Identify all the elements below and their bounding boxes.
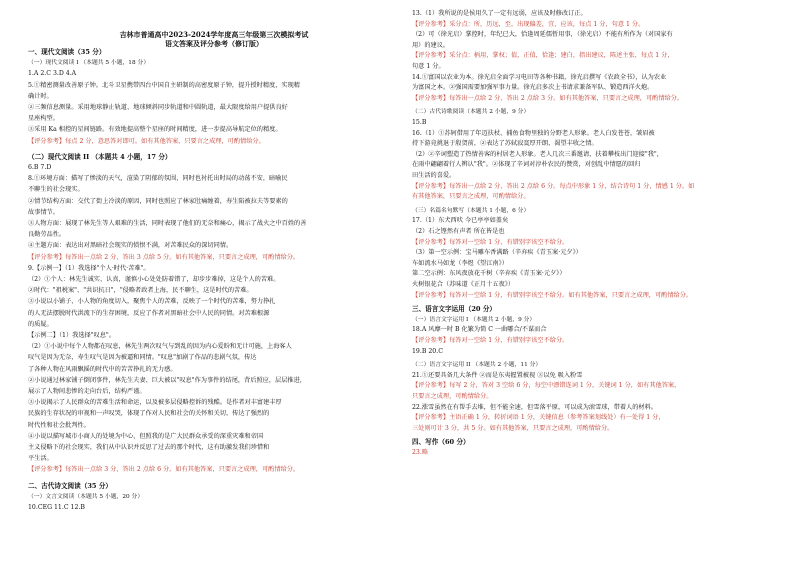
answer-line: 13.（1）我所说的是侯用久了一定有远弱，应该及时修改订正。 (412, 10, 587, 17)
answer-line: （2）①个人：林先生诚实、认真，谨慎小心处处防着错了，却步步难掉，这是个人的苦难。 (28, 276, 280, 283)
document-header (28, 30, 400, 48)
subsection-heading: （二）语言文字运用 II （本题共 2 小题，11 分） (412, 362, 542, 369)
answer-line: ②时代："祖税案"、"共识抗日"，"侵略者政者上海，民不聊生，这是时代的苦难。 (28, 287, 253, 295)
answer-line: 14.①富国以农业为本。徐光启全面学习电田等各种书籍，徐光启撰写《农政全书》，认为农业 (412, 73, 667, 81)
section-heading: 四、写作（60 分） (412, 438, 470, 447)
scoring-note: 【评分参考】每答出一点给 3 分，答出 2 点给 6 分。如有其他答案，只要言之成理，可酌情给分。 (28, 466, 300, 474)
scoring-note: 三处则可计 3 分，共 5 分。如有其他答案，只要言之成理，可酌情给分。 (412, 424, 614, 432)
section-heading: 一、现代文阅读（35 分） (28, 48, 106, 56)
scoring-note: 【评分参考】每点 2 分，意思答对即可。如有其他答案，只要言之成理，可酌情给分。 (28, 137, 265, 145)
answer-line: 6.B 7.D (28, 164, 52, 171)
scoring-note: 【评分参考】主语正确 1 分，转折词语 1 分，关键信息（参考答案划线处）有一处得 1 分， (412, 414, 665, 422)
answer-line: 故事情节。 (28, 208, 59, 216)
scoring-note: 【评分参考】每答对一空给 1 分，有错别字该空不给分。如有其他答案，只要言之成理，可酌情给分。 (412, 291, 693, 299)
answer-line: 19.B 20.C (412, 347, 443, 355)
subsection-heading: （二）古代诗歌阅读（本题共 2 小题，9 分） (412, 109, 530, 116)
answer-line: （3）第一空示例：宝马雕车香满路（辛弃疾《青玉案·元夕》） (412, 249, 582, 257)
answer-line: 车如流水马如龙（李煜《望江南》） (412, 259, 508, 267)
left-column (28, 0, 400, 511)
answer-line: 的人无法摆脱时代洪流下的生存困境，反应了作者对黑暗社会中人民的同情。对苦难根源 (28, 309, 270, 317)
answer-line: ③人物方面：展现了林先生等人艰难的生活，同时表现了他们的无奈和痛心，揭示了战火之中百姓的善 (28, 220, 307, 227)
answer-line: （2）②辛词塑造了热情善客的村居老人形象。老人几次三番邀请，扶着攀枝出门迎接"我"， (412, 150, 663, 158)
answer-line: （2）①小说中每个人物都在叹息，林先生两次叹气与到乱的因为内心爱盼和无计可施，上海客人 (28, 343, 292, 351)
answer-line: 8.①环境方面：描写了惨淡的天气，渲染了阴郁的氛围，同时也衬托出时局的动荡不安，暗喻民 (28, 175, 288, 183)
answer-line: 火树银花合（苏味道《正月十五夜》） (412, 281, 515, 288)
answer-line: 10.CEG 11.C 12.B (28, 504, 85, 511)
answer-line: 持下游竟挑退于殷贺前，②表达了苏轼寂寞厚开朗、渴望丰收之情。 (412, 140, 598, 148)
section-heading: （二）现代文阅读 II （本题共 4 小题，17 分） (28, 152, 172, 161)
answer-line: 在雨中翩翩着行人辨认"我"。②体现了辛词对淳朴农民的赞赏，对创乱中情愿的回归 (412, 161, 641, 169)
answer-line: 为富国之本。②强国需要加强军事力量。徐光启多次上书请求兼备军队、锻造西洋火炮。 (412, 84, 654, 92)
answer-line: 了各种人物在风雨飘摇的时代中的苦苦挣扎的无力感。 (28, 365, 177, 373)
document-subtitle: 语文答案及评分参考（修订版） (165, 39, 263, 48)
answer-line: 1.A 2.C 3.D 4.A (28, 70, 77, 78)
answer-line: 18.A 风靡一时 B 化繁为简 C 一曲哪合/不谋而合 (412, 326, 547, 334)
scoring-note: 【评分参考】采分点：柄用，掌权；值，正值，恰逢；建白，指出建议，陈述主张，每点 1 分， (412, 52, 674, 60)
document-title: 吉林市普通高中2023-2024学年度高三年级第三次模拟考试 (119, 30, 309, 39)
answer-line: 17.（1）东犬西吠 今已亭亭如盖矣 (412, 217, 509, 225)
answer-line: 叹气是因为无奈，寿生叹气是因为被逼和同情。"叹息"加剧了作品的悲剧气氛，传达 (28, 354, 257, 362)
scoring-note: 【评分参考】每答出一点给 2 分，答出 2 点给 6 分。每点中形象 1 分，结合诗句 1 分，情感 1 分。如 (412, 182, 695, 190)
answer-line: 9.【示例一】（1）我选择"个人·时代·苦难"。 (28, 264, 150, 272)
scoring-note: 【评分参考】每答出一点给 2 分，答出 2 点给 3 分。如有其他答案，只要言之成理，可酌情给分。 (412, 94, 684, 102)
answer-line: ②三频信息测量。采用地球静止轨道、地球倾斜同步轨道和中圆轨道，最大限度给用户提供良好 (28, 104, 288, 111)
answer-line: 不聊生的社会现实。 (28, 186, 84, 194)
answer-line: 22.涨雪虽然在有帮手去堆，但不能全速，但雪落平原，可以成为滚雪球，带着人的材料。 (412, 403, 657, 411)
subsection-heading: （三）名篇名句默写（本题共 1 小题，6 分） (412, 207, 530, 214)
answer-line: ③小说揭示了人民群众的苦难生活和命运，以及被多层侵略控诉的残酷。是作者对丰富建丰厚 (28, 399, 282, 407)
scoring-note: 【评分参考】每答对一空给 1 分，有错别字该空不给分。 (412, 238, 569, 246)
answer-line: 【示例二】（1）我选择"叹息"。 (28, 332, 115, 339)
answer-line: 用）的建议。 (412, 41, 450, 49)
answer-line: 第二空示例：东风夜放花千树（辛弃疾《青玉案·元夕》） (412, 270, 566, 278)
answer-line: （2）可（徐光启）掌控时，年纪已大，恰逢周延儒暂用事，（徐光启）不能有所作为（对国家有 (412, 31, 673, 39)
section-heading: 三、语言文字运用（20 分） (412, 305, 497, 314)
answer-line: 良勤劳品性。 (28, 231, 66, 239)
answer-line: （2）石之铿然有声者 所在皆是也 (412, 228, 505, 235)
scoring-note: 【评分参考】每答对一空给 1 分，有错别字该空不给分。 (412, 337, 569, 344)
answer-line: 星座构型。 (28, 115, 59, 123)
answer-line: 15.B (412, 119, 427, 126)
subsection-heading: （一）文言文阅读（本题共 5 小题，20 分） (28, 493, 144, 500)
answer-line: 确计时。 (28, 92, 53, 100)
answer-line: 展示了人物间悲惨的走向台后，结构严谨。 (28, 388, 146, 395)
answer-line: 5.①精密测量改善原子钟。北斗卫星携带四台中国自主研制的高密度原子钟，提升授时精度，实现精 (28, 81, 300, 89)
scoring-note: 有其他答案，只要言之成理，可酌情给分。 (412, 193, 530, 201)
answer-line: ④小说以描写城市小商人的处境为中心，但照我的是广大民群众承受的深重灾难和帝国 (28, 432, 264, 440)
answer-line: 16.（1）①苏轲借用了年迈扶杖、捕鱼食物里独的分野老人形象。老人白发苍苍，皱眉被 (412, 129, 655, 137)
answer-line: ②情节结构方面：交代了街上冷淡的原因，同时也照应了林家肚痛缠着，寿生陷被拉夫等要素的 (28, 197, 288, 205)
answer-line: ③采用 Ka 相控的星间链路。有效地提高整个星座的时间精度，进一步提高导航定位的精度。 (28, 126, 282, 134)
answer-line: 民族的生存状况的审视和一声叹哭，体现了作对人民和社会的关怀和关切，传达了强烈的 (28, 410, 270, 418)
scoring-note: 【评分参考】采分点：所，历远，至，出现偏差，宜，应该，每点 1 分，句意 1 分。 (412, 20, 645, 28)
scoring-note: 23.略 (412, 449, 429, 456)
answer-line: 平生活。 (28, 455, 53, 463)
scoring-note: 【评分参考】每写 2 分，答对 3 空给 6 分，每空中漂错连词 1 分，关键词 1 分，如有其他答案， (412, 382, 681, 390)
answer-line: 21.①还要具备几大条件 ②而是东夷握置被视 ③以免 吸入粉雪 (412, 371, 583, 379)
section-heading: 二、古代诗文阅读（35 分） (28, 481, 113, 490)
answer-line: 句意 1 分。 (412, 63, 445, 70)
answer-line: 的质疑。 (28, 320, 53, 328)
answer-line: 时代性和社会批判性。 (28, 421, 90, 429)
answer-line: ④主题方面：表达出对黑暗社会现实的愤恨不满，对苦难民众的深切同情。 (28, 242, 233, 250)
subsection-heading: （一）现代文阅读 I （本题共 5 小题，18 分） (28, 60, 150, 67)
subsection-heading: （一）语言文字运用 I （本题共 2 小题，9 分） (412, 316, 536, 323)
answer-line: ②小说通过林家铺子倒闭事件，林先生夫妻、巨大被以"叹息"作为事件的结尾，背后照应，层层推进， (28, 376, 306, 384)
scoring-note: 只要言之成理，可酌情给分。 (412, 393, 493, 400)
answer-line: ③小说以小铺子、小人物的角度切入，聚焦个人的苦难，反映了一个时代的苦难，努力挣扎 (28, 298, 276, 306)
scoring-note: 【评分参考】每答出一点给 2 分，答出 3 点给 5 分。如有其他答案，只要言之成理，可酌情给分。 (28, 253, 300, 261)
answer-line: 主义侵略下的社会现实，我们从中认识并反思了过去的那个时代，这有助激发我们珍惜和 (28, 444, 270, 451)
answer-line: 田生活的喜爱。 (412, 172, 456, 179)
